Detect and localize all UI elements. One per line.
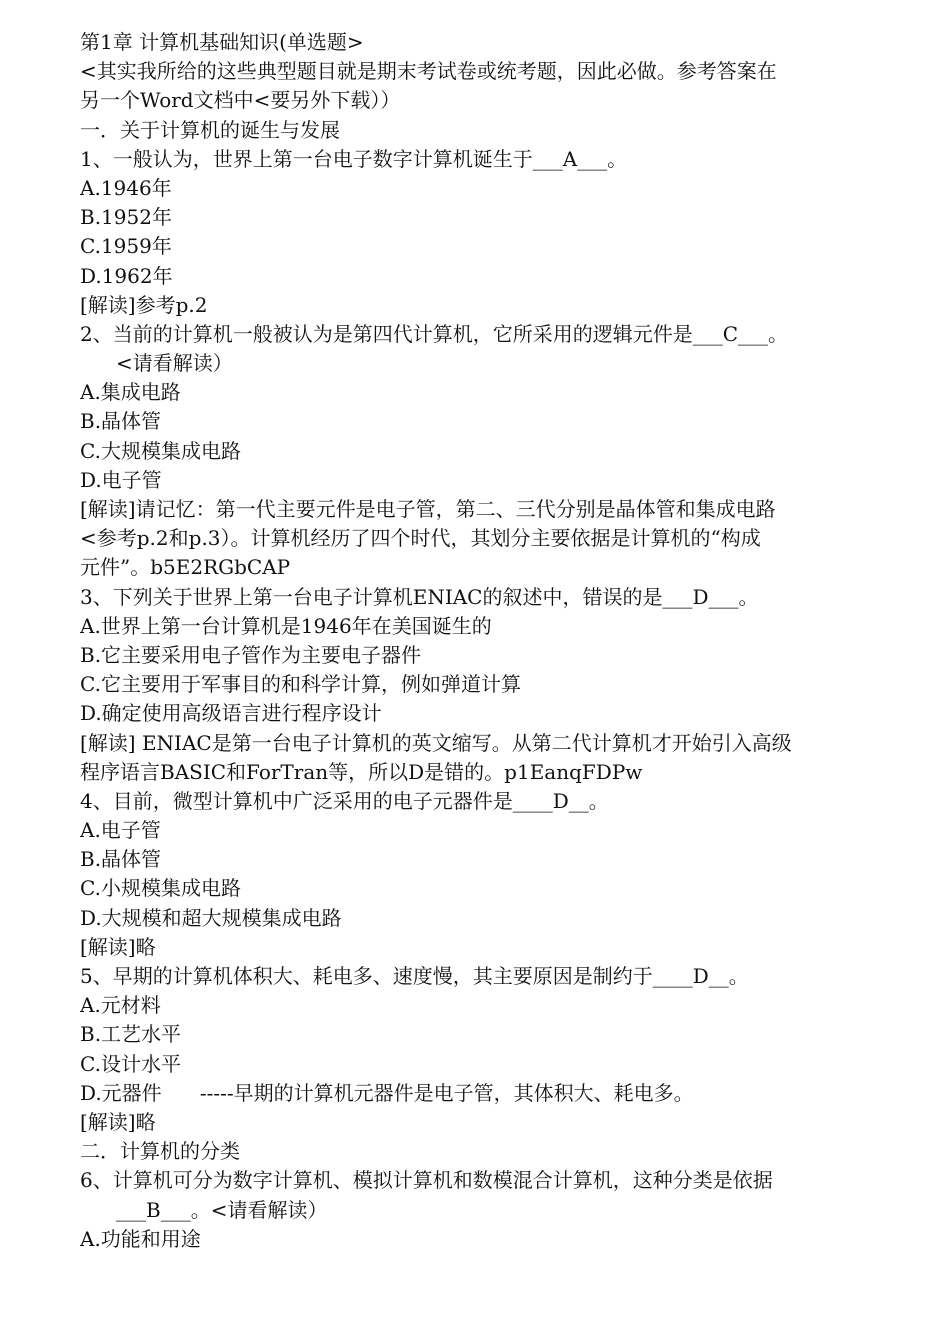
option: A.集成电路 (80, 380, 181, 405)
intro-line: 另一个Word文档中<要另外下载）） (80, 88, 401, 113)
section-heading: 一．关于计算机的诞生与发展 (80, 117, 340, 142)
question-stem: 5、早期的计算机体积大、耗电多、速度慢，其主要原因是制约于____D__。 (80, 964, 749, 988)
option: A.功能和用途 (80, 1226, 201, 1251)
explanation: [解读]略 (80, 934, 156, 959)
option: C.它主要用于军事目的和科学计算，例如弹道计算 (80, 672, 521, 697)
explanation: <参考p.2和p.3）。计算机经历了四个时代，其划分主要依据是计算机的“构成 (80, 526, 761, 551)
option: A.元材料 (80, 993, 161, 1018)
option: C.小规模集成电路 (80, 876, 241, 901)
chapter-title: 第1章 计算机基础知识(单选题> (80, 30, 364, 54)
explanation: [解读]参考p.2 (80, 292, 208, 317)
option: C.1959年 (80, 234, 172, 259)
option: D.元器件 -----早期的计算机元器件是电子管，其体积大、耗电多。 (80, 1080, 694, 1105)
option: A.1946年 (80, 175, 172, 200)
explanation: [解读]略 (80, 1109, 156, 1134)
option: B.晶体管 (80, 409, 162, 434)
question-stem: 2、当前的计算机一般被认为是第四代计算机，它所采用的逻辑元件是___C___。 (80, 321, 789, 346)
option: B.晶体管 (80, 847, 162, 872)
intro-line: <其实我所给的这些典型题目就是期末考试卷或统考题，因此必做。参考答案在 (80, 59, 777, 84)
option: B.工艺水平 (80, 1022, 182, 1047)
option: D.1962年 (80, 263, 173, 288)
explanation: 元件”。b5E2RGbCAP (80, 555, 291, 580)
option: B.1952年 (80, 205, 172, 230)
explanation: 程序语言BASIC和ForTran等，所以D是错的。p1EanqFDPw (80, 759, 643, 784)
question-stem: 4、目前，微型计算机中广泛采用的电子元器件是____D__。 (80, 788, 609, 813)
section-heading: 二．计算机的分类 (80, 1139, 240, 1164)
option: C.大规模集成电路 (80, 438, 241, 463)
option: D.电子管 (80, 467, 162, 492)
document-page (80, 28, 870, 1254)
explanation: [解读] ENIAC是第一台电子计算机的英文缩写。从第二代计算机才开始引入高级 (80, 730, 792, 755)
option: B.它主要采用电子管作为主要电子器件 (80, 642, 422, 667)
option: D.大规模和超大规模集成电路 (80, 905, 342, 930)
option: C.设计水平 (80, 1051, 181, 1076)
option: A.电子管 (80, 818, 161, 843)
question-stem-continued: ___B___。<请看解读） (116, 1197, 328, 1222)
question-stem: 1、一般认为，世界上第一台电子数字计算机诞生于___A___。 (80, 146, 628, 171)
explanation: [解读]请记忆：第一代主要元件是电子管，第二、三代分别是晶体管和集成电路 (80, 497, 776, 521)
question-stem: 6、计算机可分为数字计算机、模拟计算机和数模混合计算机，这种分类是依据 (80, 1168, 773, 1193)
option: A.世界上第一台计算机是1946年在美国诞生的 (80, 613, 492, 638)
question-stem-continued: <请看解读） (116, 351, 233, 376)
question-stem: 3、下列关于世界上第一台电子计算机ENIAC的叙述中，错误的是___D___。 (80, 584, 759, 609)
option: D.确定使用高级语言进行程序设计 (80, 701, 382, 726)
